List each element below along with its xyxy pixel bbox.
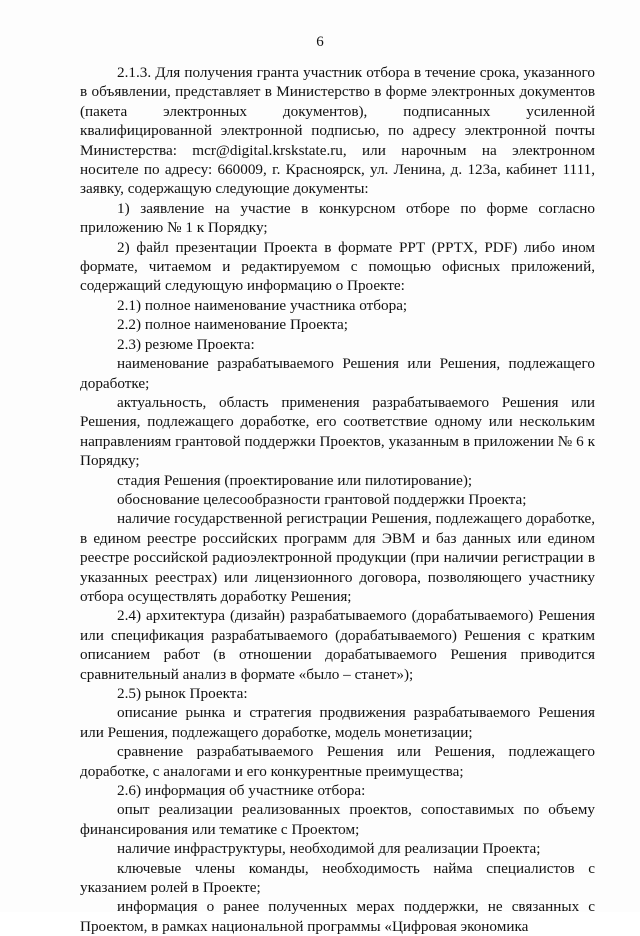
paragraph-justification: обоснование целесообразности грантовой поддержки Проекта;: [117, 490, 527, 508]
paragraph-2-1-3: 2.1.3. Для получения гранта участник отбора в течение срока, указанного в объявлении, представляет в Министерство в форме электронных документов (пакета электронных документов), подписанных усиленной квалифицированной электронной подписью, по адресу электронной почты Министерства: mcr@digital.krskstate.ru, или нарочным на электронном носителе по адресу: 660009, г. Красноярск, ул. Ленина, д. 123а, кабинет 1111, заявку, содержащую следующие документы:: [80, 64, 595, 198]
page-number: 6: [316, 34, 324, 50]
paragraph-item-2-3: 2.3) резюме Проекта:: [117, 335, 255, 353]
paragraph-item-2: 2) файл презентации Проекта в формате PPT (PPTX, PDF) либо ином формате, читаемом и редактируемом с помощью офисных приложений, содержащий следующую информацию о Проекте:: [80, 238, 595, 295]
paragraph-market-description: описание рынка и стратегия продвижения разрабатываемого Решения или Решения, подлежащего доработке, модель монетизации;: [80, 704, 595, 741]
paragraph-solution-name: наименование разрабатываемого Решения или Решения, подлежащего доработке;: [80, 355, 595, 392]
paragraph-team: ключевые члены команды, необходимость найма специалистов с указанием ролей в Проекте;: [80, 859, 595, 897]
paragraph-item-2-4: 2.4) архитектура (дизайн) разрабатываемого (дорабатываемого) Решения или спецификация разрабатываемого (дорабатываемого) Решения с кратким описанием работ (в отношении дорабатываемого Решения приводится сравнительный анализ в формате «было – станет»);: [80, 607, 595, 683]
paragraph-comparison: сравнение разрабатываемого Решения или Решения, подлежащего доработке, с аналогами и его конкурентные преимущества;: [80, 743, 595, 780]
paragraph-infrastructure: наличие инфраструктуры, необходимой для реализации Проекта;: [117, 840, 541, 858]
paragraph-stage: стадия Решения (проектирование или пилотирование);: [117, 471, 473, 489]
paragraph-item-2-5: 2.5) рынок Проекта:: [117, 685, 248, 702]
paragraph-support-measures: информация о ранее полученных мерах поддержки, не связанных с Проектом, в рамках национальной программы «Цифровая экономика: [80, 898, 595, 935]
paragraph-item-1: 1) заявление на участие в конкурсном отборе по форме согласно приложению № 1 к Порядку;: [80, 199, 595, 237]
paragraph-experience: опыт реализации реализованных проектов, сопоставимых по объему финансирования или тематике с Проектом;: [80, 801, 595, 838]
paragraph-relevance: актуальность, область применения разрабатываемого Решения или Решения, подлежащего доработке, его соответствие одному или нескольким направлениям грантовой поддержки Проектов, указанным в приложении № 6 к Порядку;: [80, 393, 595, 470]
paragraph-item-2-2: 2.2) полное наименование Проекта;: [117, 316, 349, 334]
paragraph-item-2-6: 2.6) информация об участнике отбора:: [117, 782, 366, 800]
paragraph-item-2-1: 2.1) полное наименование участника отбора;: [117, 296, 408, 314]
paragraph-registration: наличие государственной регистрации Решения, подлежащего доработке, в едином реестре российских программ для ЭВМ и баз данных или едином реестре российской радиоэлектронной продукции (при наличии регистрации в указанных реестрах) или лицензионного договора, позволяющего участнику отбора осуществлять доработку Решения;: [80, 510, 595, 605]
document-body: [80, 63, 595, 936]
